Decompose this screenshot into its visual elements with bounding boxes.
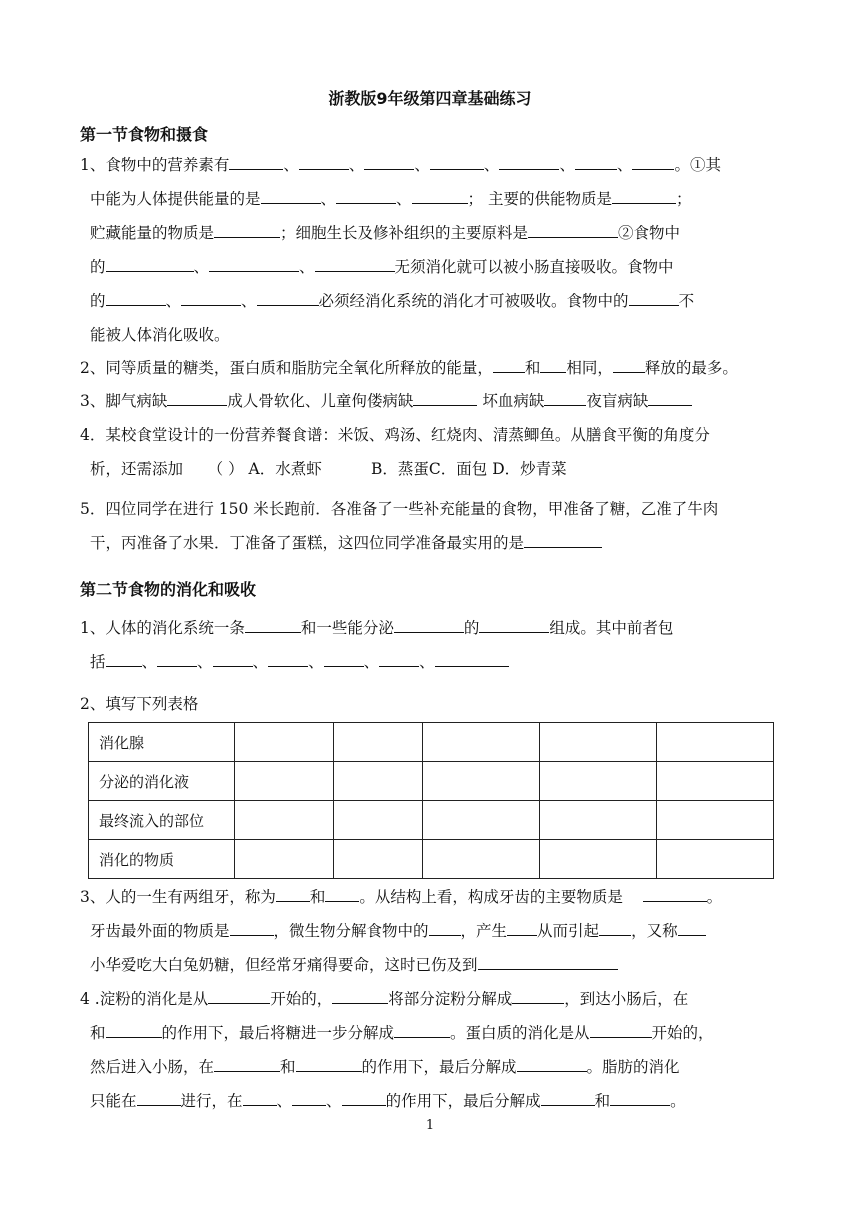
table-cell[interactable]	[235, 840, 334, 879]
option-c: C．面包	[428, 460, 488, 478]
s2-question-2: 2、填写下列表格	[80, 695, 199, 713]
row-label: 分泌的消化液	[89, 762, 235, 801]
s2-question-1: 1、人体的消化系统一条 和一些能分泌 的 组成。其中前者包 括 、 、 、 、 、 、	[80, 611, 785, 679]
digestion-table	[88, 722, 774, 879]
s1-question-3: 3、脚气病缺 成人骨软化、儿童佝偻病缺 坏血病缺 夜盲病缺	[80, 384, 785, 418]
table-cell[interactable]	[235, 762, 334, 801]
row-label: 最终流入的部位	[89, 801, 235, 840]
table-cell[interactable]	[235, 723, 334, 762]
table-cell[interactable]	[334, 801, 423, 840]
section2-heading: 第二节食物的消化和吸收	[80, 580, 257, 599]
table-row	[89, 723, 774, 762]
table-cell[interactable]	[334, 840, 423, 879]
table-cell[interactable]	[657, 840, 774, 879]
option-d: D．炒青菜	[492, 460, 567, 478]
option-b: B．蒸蛋	[371, 460, 429, 478]
table-cell[interactable]	[540, 840, 657, 879]
s1-question-1: 1、食物中的营养素有 、 、 、 、 、 、 。①其 中能为人体提供能量的是 、 、 ； 主要的供能物质是 ； 贮藏能量的物质是 ；细胞生长及修补组织的主要原料是 ②食物中 的 、 、 无须消化就可以被小肠直接吸收。食物中 的 、 、 必须经消化系统的消化才可被吸收。食物中的 不 能被人体消化吸收。	[80, 148, 785, 352]
row-label: 消化的物质	[89, 840, 235, 879]
table-cell[interactable]	[540, 723, 657, 762]
table-row	[89, 840, 774, 879]
table-cell[interactable]	[235, 801, 334, 840]
section1-heading: 第一节食物和摄食	[80, 125, 209, 144]
table-cell[interactable]	[423, 723, 540, 762]
table-cell[interactable]	[540, 762, 657, 801]
table-cell[interactable]	[540, 801, 657, 840]
s2-question-4: 4 .淀粉的消化是从 开始的， 将部分淀粉分解成 ，到达小肠后，在 和 的作用下，最后将糖进一步分解成 。蛋白质的消化是从 开始的， 然后进入小肠，在 和 的作用下，最后分解成 。脂肪的消化 只能在 进行，在 、 、 的作用下，最后分解成 和 。	[80, 982, 785, 1118]
table-cell[interactable]	[657, 801, 774, 840]
table-row	[89, 801, 774, 840]
table-cell[interactable]	[423, 762, 540, 801]
table-cell[interactable]	[423, 840, 540, 879]
table-cell[interactable]	[657, 762, 774, 801]
table-cell[interactable]	[423, 801, 540, 840]
s1-question-5: 5．四位同学在进行 150 米长跑前．各准备了一些补充能量的食物，甲准备了糖，乙准了牛肉 干，丙准备了水果．丁准备了蛋糕，这四位同学准备最实用的是	[80, 500, 719, 552]
option-a: A．水煮虾	[248, 460, 322, 478]
table-cell[interactable]	[334, 723, 423, 762]
s1-question-2: 2、同等质量的糖类，蛋白质和脂肪完全氧化所释放的能量， 和 相同， 释放的最多。	[80, 351, 785, 385]
row-label: 消化腺	[89, 723, 235, 762]
s2-question-3: 3、人的一生有两组牙，称为 和 。从结构上看，构成牙齿的主要物质是 。 牙齿最外面的物质是 ，微生物分解食物中的 ，产生 从而引起 ，又称 小华爱吃大白兔奶糖，但经常牙痛得要命，这时已伤及到	[80, 880, 785, 982]
s1-question-4: 4．某校食堂设计的一份营养餐食谱：米饭、鸡汤、红烧肉、清蒸鲫鱼。从膳食平衡的角度分 析，还需添加 （ ） A．水煮虾 B．蒸蛋C．面包 D．炒青菜	[80, 426, 710, 478]
document-title: 浙教版9年级第四章基础练习	[328, 89, 532, 108]
table-cell[interactable]	[657, 723, 774, 762]
page-number: 1	[425, 1118, 435, 1133]
table-cell[interactable]	[334, 762, 423, 801]
table-row	[89, 762, 774, 801]
